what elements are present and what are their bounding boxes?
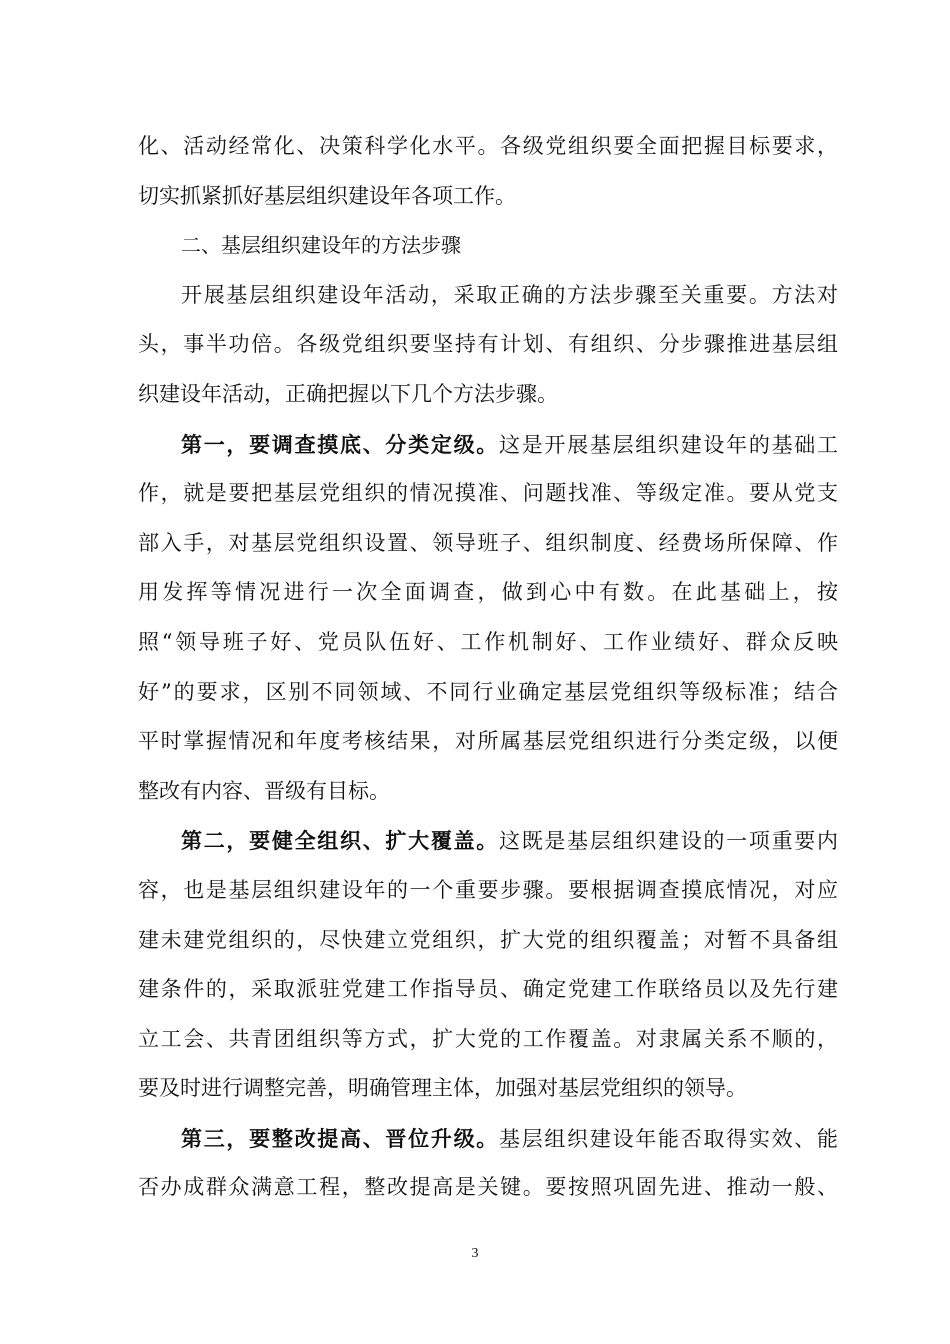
paragraph-start: 第二，要健全组织、扩大覆盖。这既是基层组织建设的一项重要内 xyxy=(181,828,838,854)
text-line: 部入手，对基层党组织设置、领导班子、组织制度、经费场所保障、作 xyxy=(138,530,838,555)
document-body xyxy=(138,122,838,1213)
text-line: 要及时进行调整完善，明确管理主体，加强对基层党组织的领导。 xyxy=(138,1076,747,1101)
text-line: 整改有内容、晋级有目标。 xyxy=(138,778,390,803)
paragraph-start: 开展基层组织建设年活动，采取正确的方法步骤至关重要。方法对 xyxy=(181,282,838,307)
text-line: 立工会、共青团组织等方式，扩大党的工作覆盖。对隶属关系不顺的， xyxy=(138,1026,838,1051)
step-heading: 第二，要健全组织、扩大覆盖。 xyxy=(181,828,499,854)
text-line: 织建设年活动，正确把握以下几个方法步骤。 xyxy=(138,381,558,406)
text-line: 建未建党组织的，尽快建立党组织，扩大党的组织覆盖；对暂不具备组 xyxy=(138,927,838,952)
text-line: 作，就是要把基层党组织的情况摸准、问题找准、等级定准。要从党支 xyxy=(138,481,838,506)
paragraph-start: 第一，要调查摸底、分类定级。这是开展基层组织建设年的基础工 xyxy=(181,431,838,457)
text-line: 切实抓紧抓好基层组织建设年各项工作。 xyxy=(138,183,516,208)
page-number: 3 xyxy=(471,1246,479,1261)
text-line: 建条件的，采取派驻党建工作指导员、确定党建工作联络员以及先行建 xyxy=(138,977,838,1002)
text-line: 容，也是基层组织建设年的一个重要步骤。要根据调查摸底情况，对应 xyxy=(138,877,838,902)
text-line: 用发挥等情况进行一次全面调查，做到心中有数。在此基础上，按 xyxy=(138,580,838,605)
text-line: 照“领导班子好、党员队伍好、工作机制好、工作业绩好、群众反映 xyxy=(138,629,838,654)
text-line: 好”的要求，区别不同领域、不同行业确定基层党组织等级标准；结合 xyxy=(138,679,838,704)
text-line: 否办成群众满意工程，整改提高是关键。要按照巩固先进、推动一般、 xyxy=(138,1175,838,1200)
text-line: 平时掌握情况和年度考核结果，对所属基层党组织进行分类定级，以便 xyxy=(138,729,838,754)
text-line: 头，事半功倍。各级党组织要坚持有计划、有组织、分步骤推进基层组 xyxy=(138,332,838,357)
text-line: 化、活动经常化、决策科学化水平。各级党组织要全面把握目标要求， xyxy=(138,134,838,158)
section-heading: 二、基层组织建设年的方法步骤 xyxy=(181,233,461,258)
step-heading: 第三，要整改提高、晋位升级。 xyxy=(181,1125,499,1151)
paragraph-start: 第三，要整改提高、晋位升级。基层组织建设年能否取得实效、能 xyxy=(181,1125,838,1151)
step-heading: 第一，要调查摸底、分类定级。 xyxy=(181,431,499,457)
